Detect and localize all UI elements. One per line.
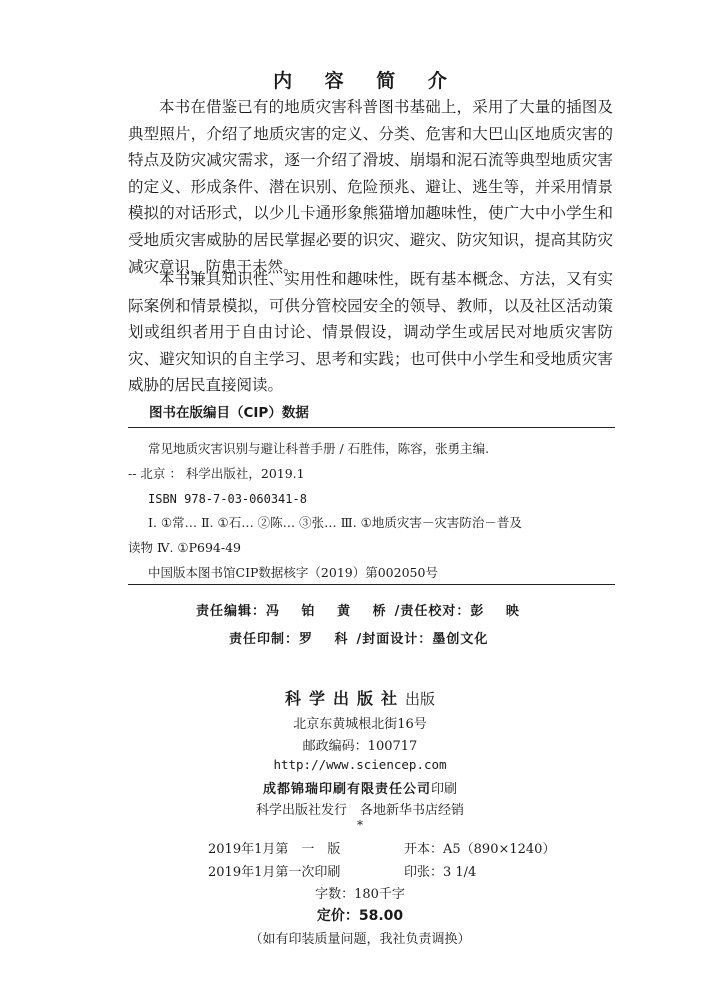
proof-name: 彭 映: [470, 604, 528, 619]
printer-suffix: 印刷: [431, 782, 458, 797]
editor-names: 冯 铂 黄 桥: [266, 604, 395, 619]
cip-bottom-rule: [128, 584, 615, 585]
word-count: 字数：180千字: [315, 887, 405, 902]
proof-label: 责任校对：: [400, 604, 471, 619]
design-name: 墨创文化: [432, 632, 489, 647]
edition: 2019年1月第 一 版: [208, 842, 341, 857]
publisher-address: 北京东黄城根北街16号: [293, 717, 427, 732]
cip-title-line: 常见地质灾害识别与避让科普手册 / 石胜伟，陈容，张勇主编.: [148, 441, 490, 456]
publisher-line: [0, 686, 720, 709]
cip-classification-line: Ⅰ. ①常… Ⅱ. ①石… ②陈… ③张… Ⅲ. ①地质灾害－灾害防治－普及: [148, 515, 522, 530]
intro-text-2: 本书兼具知识性、实用性和趣味性，既有基本概念、方法，又有实际案例和情景模拟，可供分管校园安全的领导、教师，以及社区活动策划或组织者用于自由讨论、情景假设，调动学生或居民对地质灾害防灾、避灾知识的自主学习、思考和实践；也可供中小学生和受地质灾害威胁的居民直接阅读。: [128, 270, 613, 395]
publisher-suffix: 出版: [405, 690, 436, 708]
cip-record-number: 中国版本图书馆CIP数据核字（2019）第002050号: [148, 565, 438, 580]
intro-text-1: 本书在借鉴已有的地质灾害科普图书基础上，采用了大量的插图及典型照片，介绍了地质灾害的定义、分类、危害和大巴山区地质灾害的特点及防灾减灾需求，逐一介绍了滑坡、崩塌和泥石流等典型地质灾害的定义、形成条件、潜在识别、危险预兆、避让、逃生等，并采用情景模拟的对话形式，以少儿卡通形象熊猫增加趣味性，使广大中小学生和受地质灾害威胁的居民掌握必要的识灾、避灾、防灾知识，提高其防灾减灾意识，防患于未然。: [128, 98, 613, 276]
print-label: 责任印制：: [229, 632, 300, 647]
publisher-zip: 邮政编码：100717: [302, 739, 418, 754]
credits-line-2: [229, 628, 488, 647]
publisher-url: http://www.sciencep.com: [273, 757, 447, 772]
cip-publisher-line: -- 北京 ： 科学出版社，2019.1: [128, 466, 305, 481]
cip-isbn-line: ISBN 978-7-03-060341-8: [148, 492, 307, 506]
separator: /: [394, 604, 401, 619]
publisher-name: 科学出版社: [284, 689, 405, 708]
credits-line-1: [196, 600, 528, 619]
print-name: 罗 科: [299, 632, 357, 647]
price: 定价：58.00: [316, 908, 404, 924]
cip-classification-cont: 读物 Ⅳ. ①P694-49: [128, 540, 242, 555]
sheets: 印张：3 1/4: [404, 865, 477, 880]
separator: /: [356, 632, 363, 647]
intro-paragraph-2: [128, 266, 613, 399]
cip-heading: 图书在版编目（CIP）数据: [149, 405, 309, 421]
quality-note: （如有印装质量问题，我社负责调换）: [249, 932, 471, 947]
format: 开本：A5（890×1240）: [404, 842, 556, 857]
cip-top-rule: [128, 427, 615, 428]
page-title: 内 容 简 介: [273, 70, 460, 92]
printer-line: [0, 778, 720, 797]
editor-label: 责任编辑：: [196, 604, 267, 619]
printing: 2019年1月第一次印刷: [208, 865, 341, 880]
distribution-line: 科学出版社发行 各地新华书店经销: [255, 803, 464, 818]
separator-star: *: [357, 818, 363, 832]
intro-paragraph-1: [128, 94, 613, 280]
printer-name: 成都锦瑞印刷有限责任公司: [262, 782, 431, 797]
design-label: 封面设计：: [362, 632, 433, 647]
